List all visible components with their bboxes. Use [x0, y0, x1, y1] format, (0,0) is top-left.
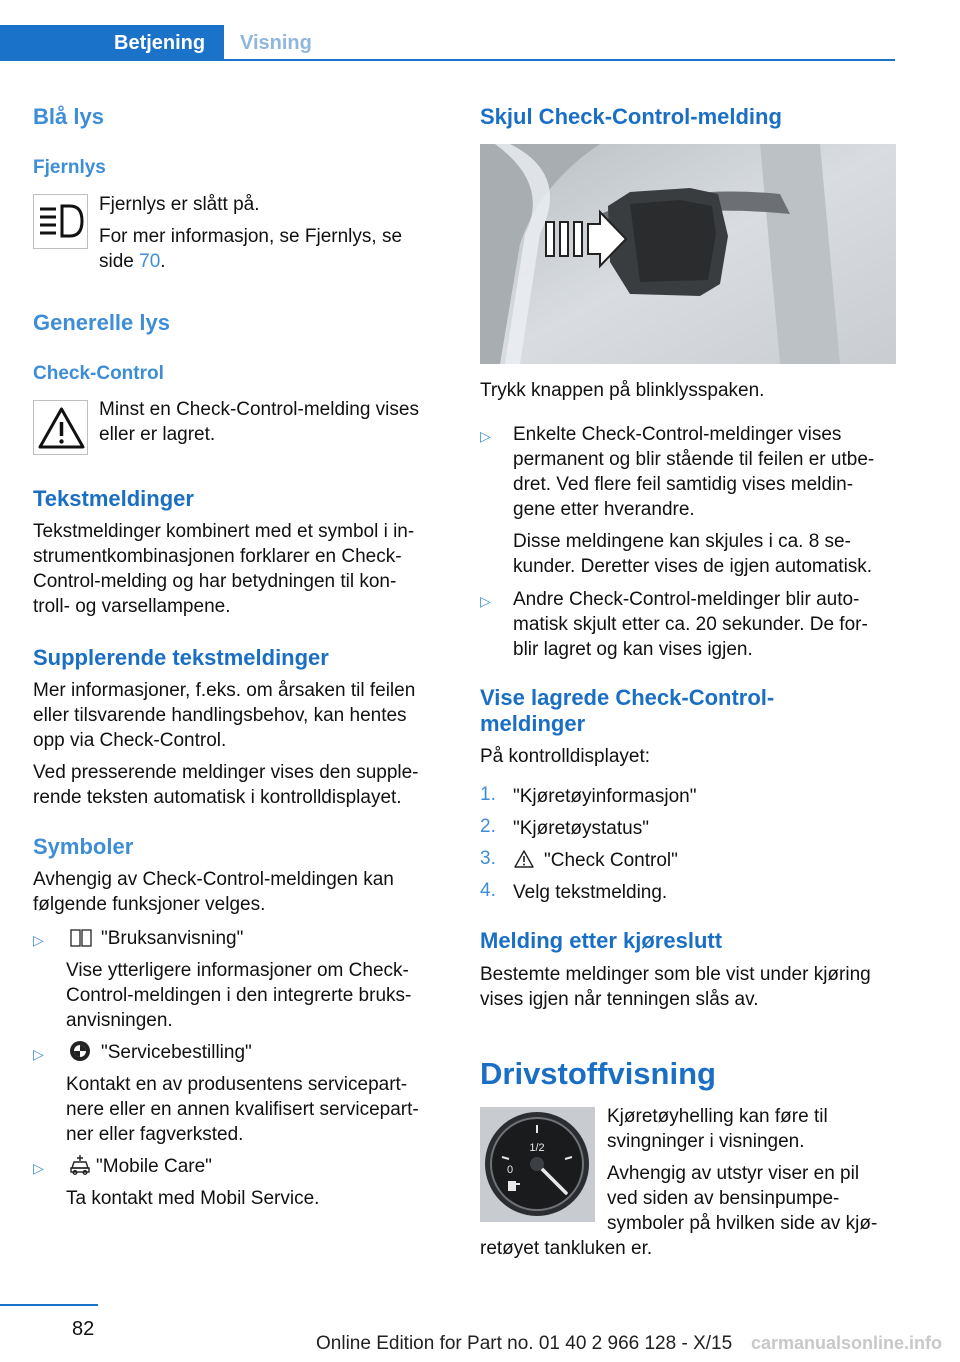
- edition-text: Online Edition for Part no. 01 40 2 966 128 - X/15: [316, 1333, 733, 1354]
- text-messages-line: Tekstmeldinger kombinert med et symbol i in-: [33, 521, 415, 542]
- bullet-label-service[interactable]: "Servicebestilling": [101, 1042, 252, 1063]
- footer-accent-line: [0, 1304, 98, 1306]
- bullet-extra-line: kunder. Deretter vises de igjen automatisk.: [513, 556, 873, 577]
- step-text[interactable]: Velg tekstmelding.: [513, 882, 668, 903]
- symbols-line: Avhengig av Check-Control-meldingen kan: [33, 869, 394, 890]
- supplementary-line: eller tilsvarende handlingsbehov, kan hentes: [33, 705, 407, 726]
- symbols-line: følgende funksjoner velges.: [33, 894, 266, 915]
- heading-blue-lights: Blå lys: [33, 104, 104, 129]
- heading-stored-messages-line1: Vise lagrede Check-Control-: [480, 685, 775, 710]
- step-number: 4.: [480, 880, 496, 901]
- turn-signal-lever-photo: [480, 144, 896, 364]
- high-beam-text: Fjernlys er slått på.: [99, 194, 260, 215]
- high-beam-icon: [33, 194, 88, 249]
- bullet-line: Vise ytterligere informasjoner om Check-: [66, 960, 409, 981]
- text-messages-line: troll- og varsellampene.: [33, 596, 231, 617]
- bullet-triangle: ▷: [480, 428, 491, 444]
- step-number: 3.: [480, 848, 496, 869]
- press-button-text: Trykk knappen på blinklysspaken.: [480, 380, 765, 401]
- bullet-line: blir lagret og kan vises igjen.: [513, 639, 753, 660]
- step-text[interactable]: "Kjøretøystatus": [513, 818, 649, 839]
- bmw-logo-icon: [68, 1039, 92, 1068]
- bullet-triangle: ▷: [480, 593, 491, 609]
- step-number: 1.: [480, 784, 496, 805]
- bullet-extra-line: Disse meldingene kan skjules i ca. 8 se-: [513, 531, 851, 552]
- high-beam-more-line1: For mer informasjon, se Fjernlys, se: [99, 226, 403, 247]
- step-text[interactable]: "Check Control": [544, 850, 678, 871]
- bullet-line: Ta kontakt med Mobil Service.: [66, 1188, 320, 1209]
- high-beam-more-line2: side 70.: [99, 251, 166, 272]
- warning-triangle-small-icon: [513, 849, 535, 874]
- bullet-line: matisk skjult etter ca. 20 sekunder. De for-: [513, 614, 868, 635]
- bullet-line: permanent og blir stående til feilen er utbe-: [513, 449, 875, 470]
- heading-stored-messages-line2: meldinger: [480, 711, 586, 736]
- warning-triangle-icon: [33, 400, 88, 455]
- bullet-label-manual[interactable]: "Bruksanvisning": [101, 928, 244, 949]
- after-trip-line: vises igjen når tenningen slås av.: [480, 989, 759, 1010]
- gauge-zero-label: 0: [506, 1164, 514, 1176]
- text-messages-line: Control-melding og har betydningen til kon-: [33, 571, 397, 592]
- heading-check-control: Check-Control: [33, 363, 164, 384]
- heading-high-beam: Fjernlys: [33, 157, 106, 178]
- bullet-line: Enkelte Check-Control-meldinger vises: [513, 424, 842, 445]
- manual-book-icon: [69, 928, 93, 953]
- on-display-text: På kontrolldisplayet:: [480, 746, 651, 767]
- urgent-line: rende teksten automatisk i kontrolldisplayet.: [33, 787, 402, 808]
- supplementary-line: opp via Check-Control.: [33, 730, 227, 751]
- after-trip-line: Bestemte meldinger som ble vist under kjøring: [480, 964, 871, 985]
- bullet-triangle: ▷: [33, 1160, 44, 1176]
- gauge-half-label: 1/2: [529, 1142, 545, 1154]
- header-tabbar: [0, 25, 895, 61]
- fuel-line: Kjøretøyhelling kan føre til: [607, 1106, 828, 1127]
- check-control-text-line2: eller er lagret.: [99, 424, 216, 445]
- bullet-line: Control-meldingen i den integrerte bruks-: [66, 985, 412, 1006]
- page-number: 82: [72, 1318, 95, 1340]
- bullet-line: Andre Check-Control-meldinger blir auto-: [513, 589, 860, 610]
- tab-visning[interactable]: Visning: [240, 32, 312, 54]
- heading-after-trip: Melding etter kjøreslutt: [480, 928, 723, 953]
- bullet-line: gene etter hverandre.: [513, 499, 695, 520]
- bullet-line: nere eller en annen kvalifisert servicepart-: [66, 1099, 419, 1120]
- check-control-text-line1: Minst en Check-Control-melding vises: [99, 399, 419, 420]
- fuel-line: ved siden av bensinpumpe-: [607, 1188, 840, 1209]
- fuel-line: Avhengig av utstyr viser en pil: [607, 1163, 860, 1184]
- heading-symbols: Symboler: [33, 834, 134, 859]
- heading-fuel-gauge: Drivstoffvisning: [480, 1056, 716, 1091]
- bullet-line: dret. Ved flere feil samtidig vises meldin-: [513, 474, 854, 495]
- step-text[interactable]: "Kjøretøyinformasjon": [513, 786, 697, 807]
- bullet-line: Kontakt en av produsentens servicepart-: [66, 1074, 408, 1095]
- urgent-line: Ved presserende meldinger vises den supple-: [33, 762, 419, 783]
- watermark: carmanualsonline.info: [750, 1333, 942, 1353]
- bullet-label-mobile-care[interactable]: "Mobile Care": [96, 1156, 212, 1177]
- fuel-line: symboler på hvilken side av kjø-: [607, 1213, 878, 1234]
- fuel-line: svingninger i visningen.: [607, 1131, 805, 1152]
- bullet-triangle: ▷: [33, 932, 44, 948]
- bullet-triangle: ▷: [33, 1046, 44, 1062]
- bullet-line: ner eller fagverksted.: [66, 1124, 244, 1145]
- text-messages-line: strumentkombinasjonen forklarer en Check-: [33, 546, 402, 567]
- step-number: 2.: [480, 816, 496, 837]
- supplementary-line: Mer informasjoner, f.eks. om årsaken til feilen: [33, 680, 416, 701]
- bullet-line: anvisningen.: [66, 1010, 173, 1031]
- heading-general-lights: Generelle lys: [33, 310, 170, 335]
- tab-betjening[interactable]: Betjening: [0, 25, 224, 61]
- mobile-care-icon: [68, 1153, 92, 1182]
- page-link-70[interactable]: 70: [139, 251, 161, 272]
- fuel-last-line: retøyet tankluken er.: [480, 1238, 653, 1259]
- fuel-gauge-photo: [480, 1107, 595, 1222]
- heading-hide-check-control: Skjul Check-Control-melding: [480, 104, 782, 129]
- heading-supplementary: Supplerende tekstmeldinger: [33, 645, 329, 670]
- heading-text-messages: Tekstmeldinger: [33, 486, 194, 511]
